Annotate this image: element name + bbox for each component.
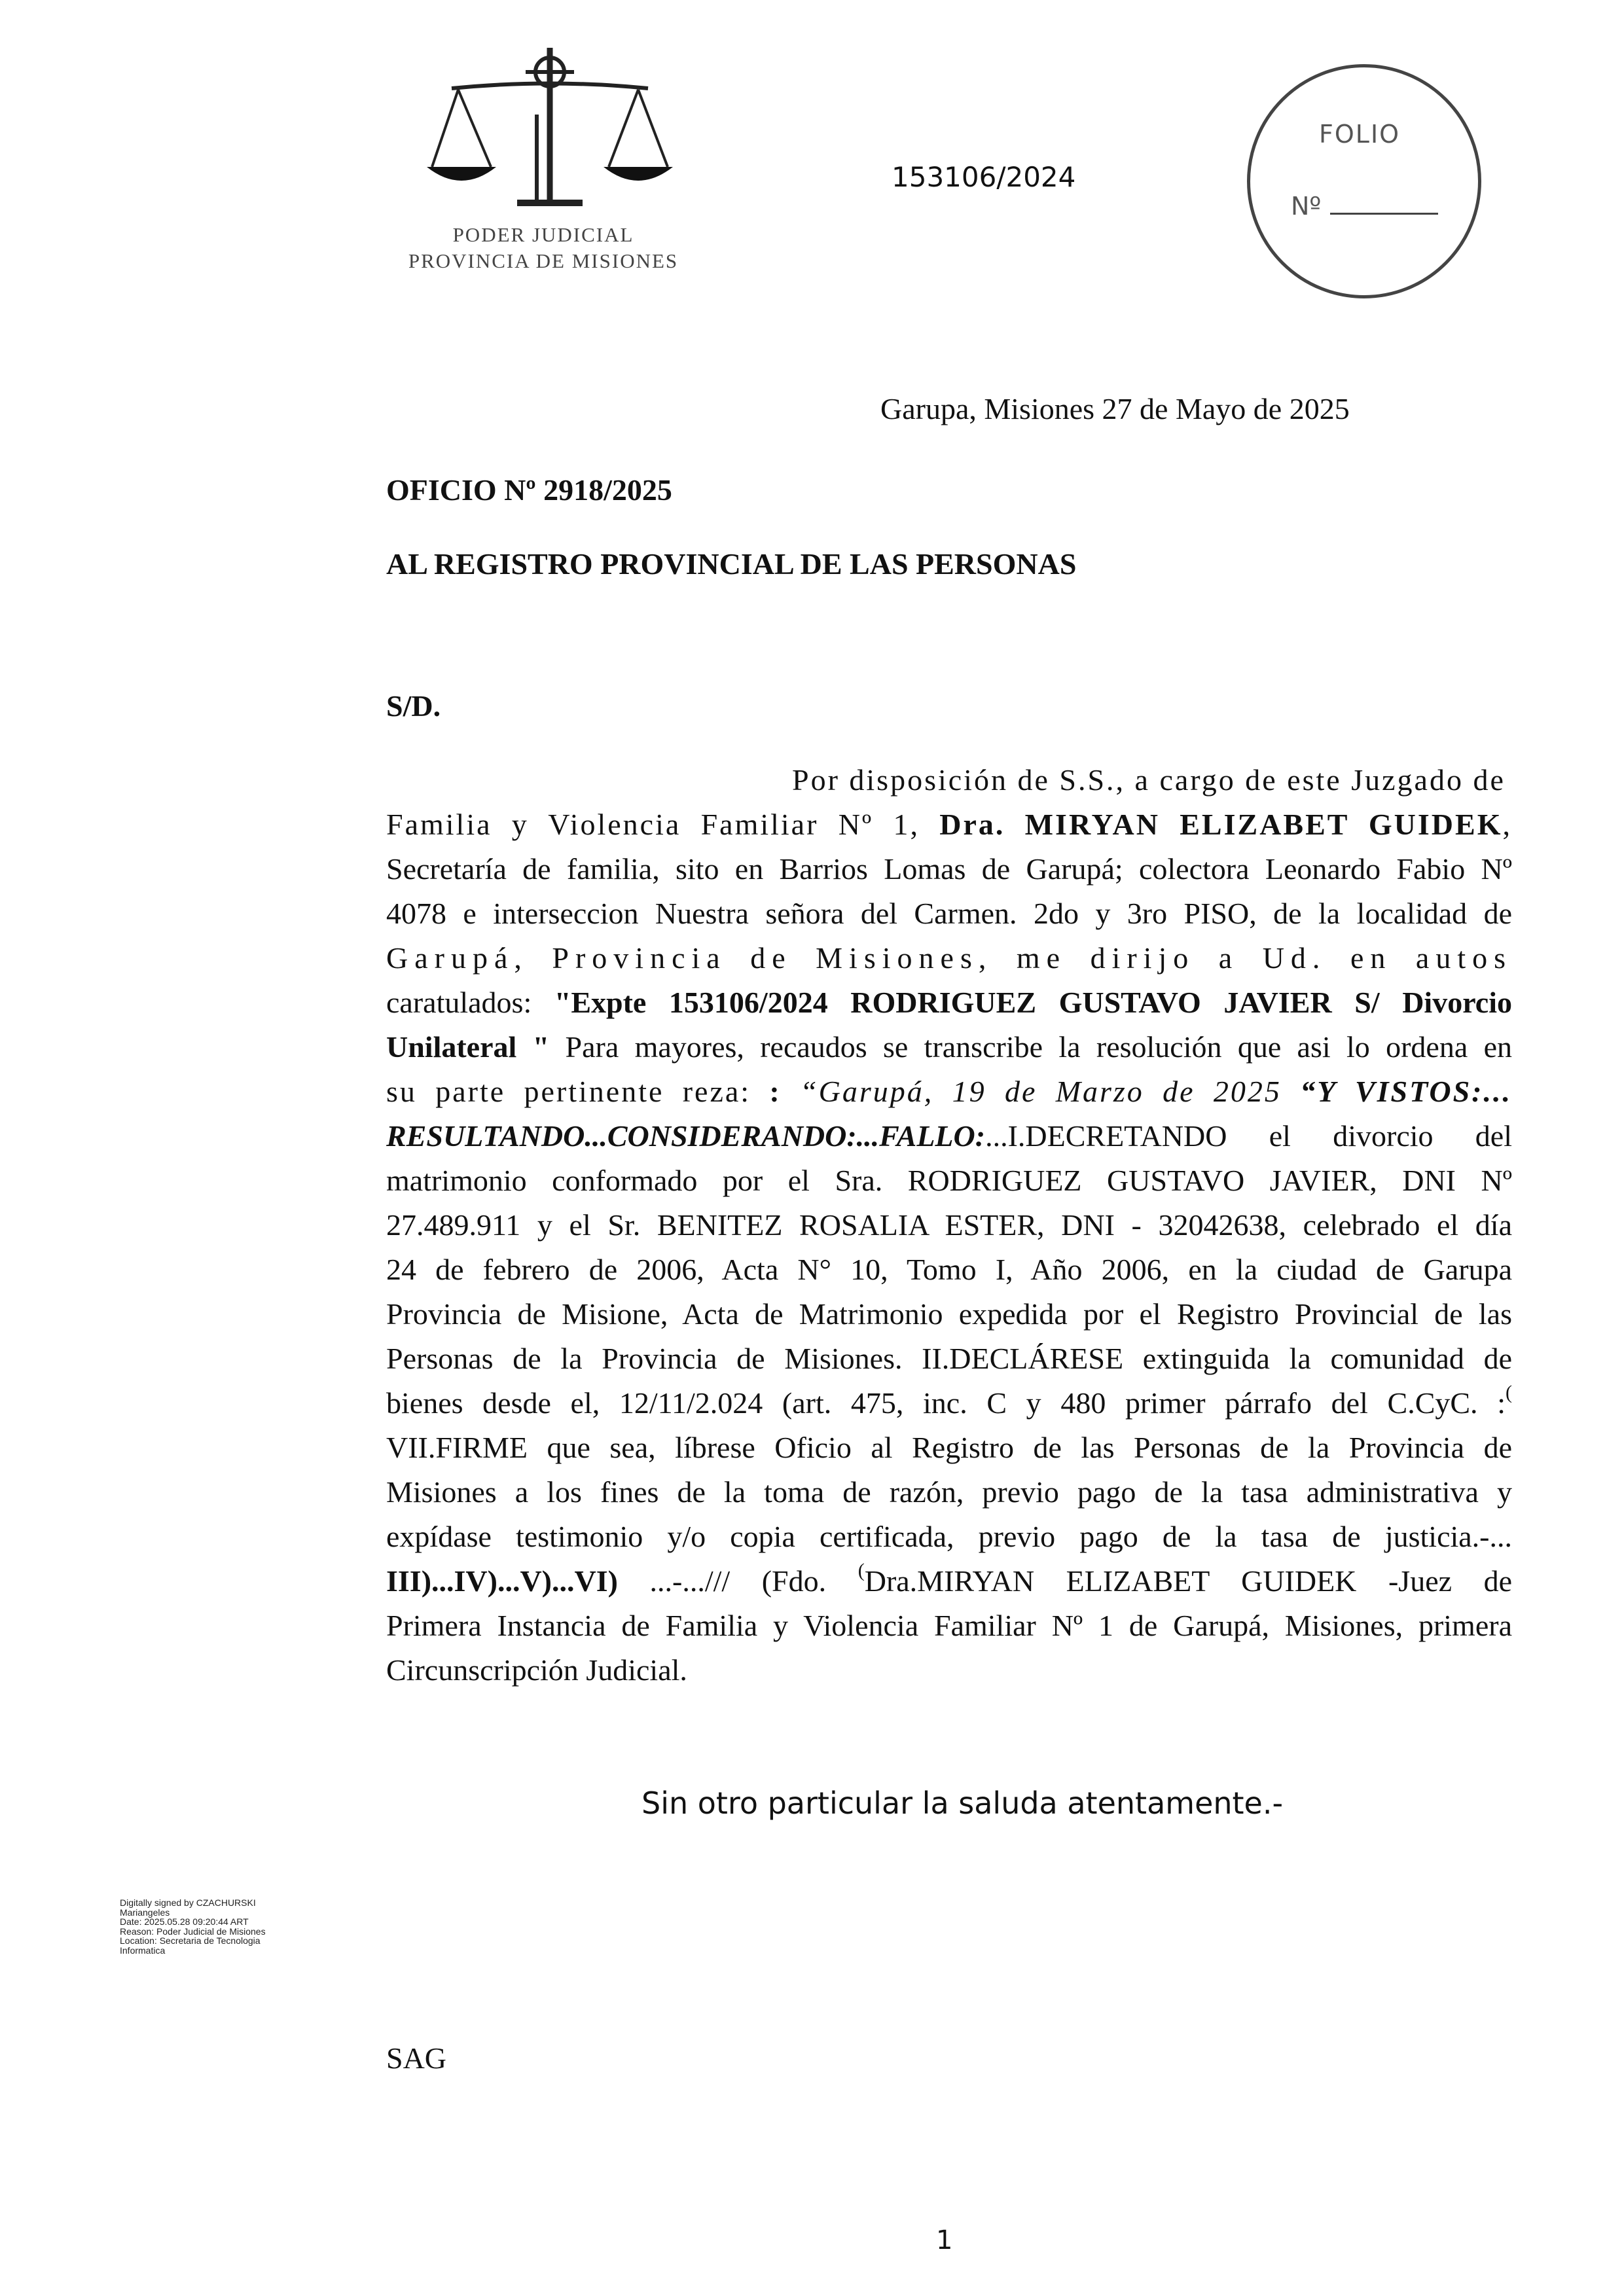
body-line: Primera Instancia de Familia y Violencia Familiar Nº 1 de Garupá, Misiones, primera [386, 1609, 1512, 1642]
body-line: Personas de la Provincia de Misiones. II.DECLÁRESE extinguida la comunidad de [386, 1342, 1512, 1375]
body-line: Secretaría de familia, sito en Barrios Lomas de Garupá; colectora Leonardo Fabio Nº [386, 852, 1512, 886]
body-line: caratulados: "Expte 153106/2024 RODRIGUEZ GUSTAVO JAVIER S/ Divorcio [386, 986, 1512, 1019]
body-line: Familia y Violencia Familiar Nº 1, Dra. MIRYAN ELIZABET GUIDEK, [386, 808, 1512, 841]
body-line: Unilateral " Para mayores, recaudos se transcribe la resolución que asi lo ordena en [386, 1030, 1512, 1064]
judge-name: Dra. MIRYAN ELIZABET GUIDEK [939, 808, 1503, 841]
body-line: bienes desde el, 12/11/2.024 (art. 475, inc. C y 480 primer párrafo del C.CyC. :( [386, 1382, 1512, 1420]
folio-number-field [1291, 190, 1438, 221]
body-line: RESULTANDO...CONSIDERANDO:...FALLO:...I.DECRETANDO el divorcio del [386, 1119, 1512, 1153]
recipient: AL REGISTRO PROVINCIAL DE LAS PERSONAS [386, 547, 1077, 581]
body-text [386, 758, 1512, 1693]
case-title: "Expte 153106/2024 RODRIGUEZ GUSTAVO JAVIER S/ Divorcio [554, 986, 1512, 1019]
closing-salutation: Sin otro particular la saluda atentamente.- [641, 1785, 1284, 1821]
body-line: 24 de febrero de 2006, Acta N° 10, Tomo I, Año 2006, en la ciudad de Garupa [386, 1253, 1512, 1286]
scales-of-justice-icon [419, 43, 681, 219]
logo-text-line2: PROVINCIA DE MISIONES [408, 249, 679, 272]
page-number: 1 [936, 2225, 953, 2255]
sd-line: S/D. [386, 689, 441, 723]
body-line: Garupá, Provincia de Misiones, me dirijo a Ud. en autos [386, 941, 1512, 975]
logo-text-line1: PODER JUDICIAL [452, 223, 634, 246]
initials: SAG [386, 2041, 447, 2075]
poder-judicial-logo [406, 43, 681, 291]
expediente-number: 153106/2024 [892, 161, 1076, 193]
body-line: matrimonio conformado por el Sra. RODRIGUEZ GUSTAVO JAVIER, DNI Nº [386, 1164, 1512, 1197]
body-line: expídase testimonio y/o copia certificada, previo pago de la tasa de justicia.-... [386, 1520, 1512, 1553]
body-line: 4078 e interseccion Nuestra señora del Carmen. 2do y 3ro PISO, de la localidad de [386, 897, 1512, 930]
body-line: Provincia de Misione, Acta de Matrimonio expedida por el Registro Provincial de las [386, 1297, 1512, 1331]
body-line: su parte pertinente reza: : “Garupá, 19 de Marzo de 2025 “Y VISTOS:... [386, 1075, 1512, 1108]
body-line: 27.489.911 y el Sr. BENITEZ ROSALIA ESTER, DNI - 32042638, celebrado el día [386, 1208, 1512, 1242]
oficio-number: OFICIO Nº 2918/2025 [386, 473, 672, 507]
body-line: VII.FIRME que sea, líbrese Oficio al Registro de las Personas de la Provincia de [386, 1431, 1512, 1464]
body-line: Circunscripción Judicial. [386, 1653, 687, 1687]
place-date: Garupa, Misiones 27 de Mayo de 2025 [880, 392, 1350, 425]
body-line: Misiones a los fines de la toma de razón, previo pago de la tasa administrativa y [386, 1475, 1512, 1509]
folio-number-label: Nº [1291, 192, 1322, 221]
digital-signature-stamp: Digitally signed by CZACHURSKI Mariangeles Date: 2025.05.28 09:20:44 ART Reason: Poder Judicial de Misiones Location: Secretaria de Tecnologia Informatica [120, 1897, 266, 1956]
folio-stamp [1247, 64, 1481, 298]
folio-number-blank [1330, 190, 1438, 215]
body-line: Por disposición de S.S., a cargo de este Juzgado de [792, 763, 1506, 797]
body-line: III)...IV)...V)...VI) ...-.../// (Fdo. (Dra.MIRYAN ELIZABET GUIDEK -Juez de [386, 1560, 1513, 1598]
folio-label: FOLIO [1319, 120, 1401, 149]
